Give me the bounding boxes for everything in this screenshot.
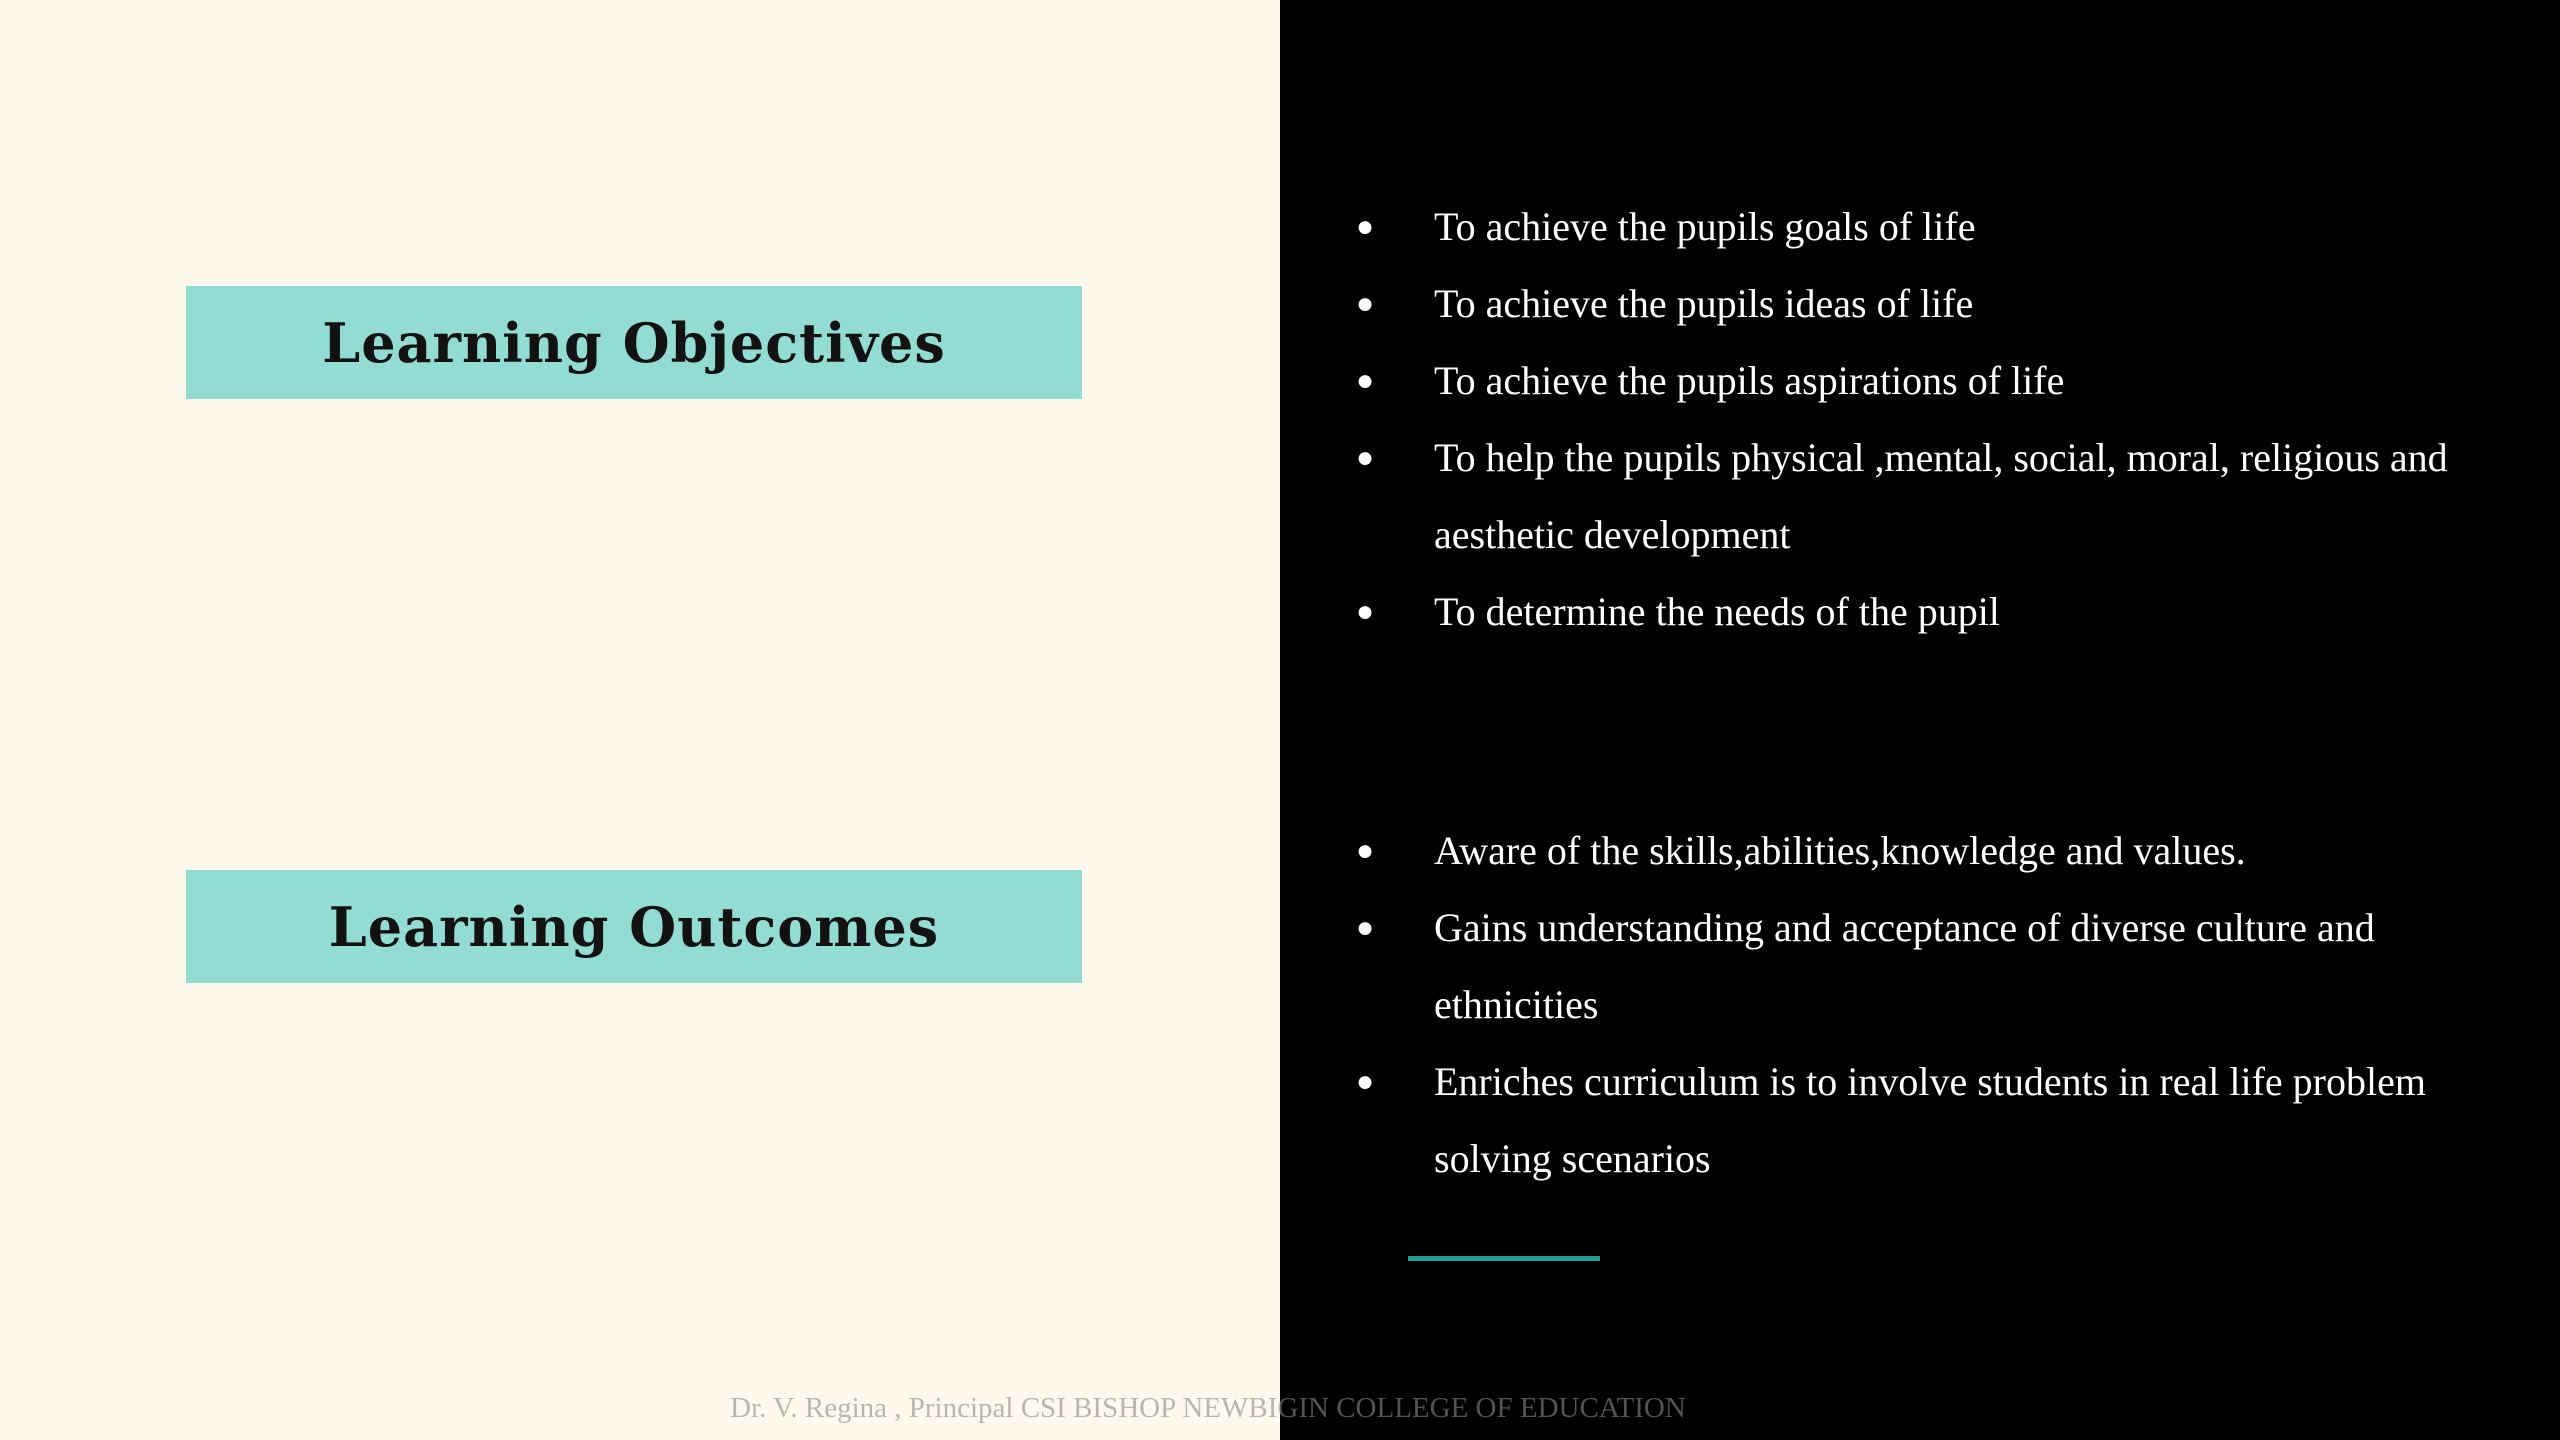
objective-text: To determine the needs of the pupil xyxy=(1434,589,2000,634)
objective-item xyxy=(1350,342,2530,419)
bullet-icon: ● xyxy=(1355,441,1375,474)
outcome-text: Enriches curriculum is to involve students in real life problem solving scenarios xyxy=(1434,1059,2426,1181)
learning-outcomes-heading: Learning Outcomes xyxy=(328,894,940,959)
objective-item xyxy=(1350,188,2530,265)
outcome-text: Gains understanding and acceptance of diverse culture and ethnicities xyxy=(1434,905,2375,1027)
objective-text: To achieve the pupils aspirations of life xyxy=(1434,358,2065,403)
bullet-icon: ● xyxy=(1355,1065,1375,1098)
learning-objectives-heading-box xyxy=(186,286,1082,399)
outcome-item xyxy=(1350,1043,2530,1197)
outcome-text: Aware of the skills,abilities,knowledge and values. xyxy=(1434,828,2246,873)
bullet-icon: ● xyxy=(1355,911,1375,944)
outcome-item xyxy=(1350,889,2530,1043)
objective-text: To help the pupils physical ,mental, social, moral, religious and aesthetic development xyxy=(1434,435,2448,557)
objective-text: To achieve the pupils goals of life xyxy=(1434,204,1976,249)
footer-credit: Dr. V. Regina , Principal CSI BISHOP NEWBIGIN COLLEGE OF EDUCATION xyxy=(730,1392,1686,1424)
learning-objectives-heading: Learning Objectives xyxy=(322,310,946,375)
bullet-icon: ● xyxy=(1355,210,1375,243)
bullet-icon: ● xyxy=(1355,287,1375,320)
objective-item xyxy=(1350,419,2530,573)
objective-text: To achieve the pupils ideas of life xyxy=(1434,281,1974,326)
outcome-item xyxy=(1350,812,2530,889)
bullet-icon: ● xyxy=(1355,364,1375,397)
objective-item xyxy=(1350,573,2530,650)
objective-item xyxy=(1350,265,2530,342)
accent-divider xyxy=(1408,1256,1600,1261)
bullet-icon: ● xyxy=(1355,595,1375,628)
objectives-list xyxy=(1350,188,2530,650)
outcomes-list xyxy=(1350,812,2530,1197)
learning-outcomes-heading-box xyxy=(186,870,1082,983)
bullet-icon: ● xyxy=(1355,834,1375,867)
